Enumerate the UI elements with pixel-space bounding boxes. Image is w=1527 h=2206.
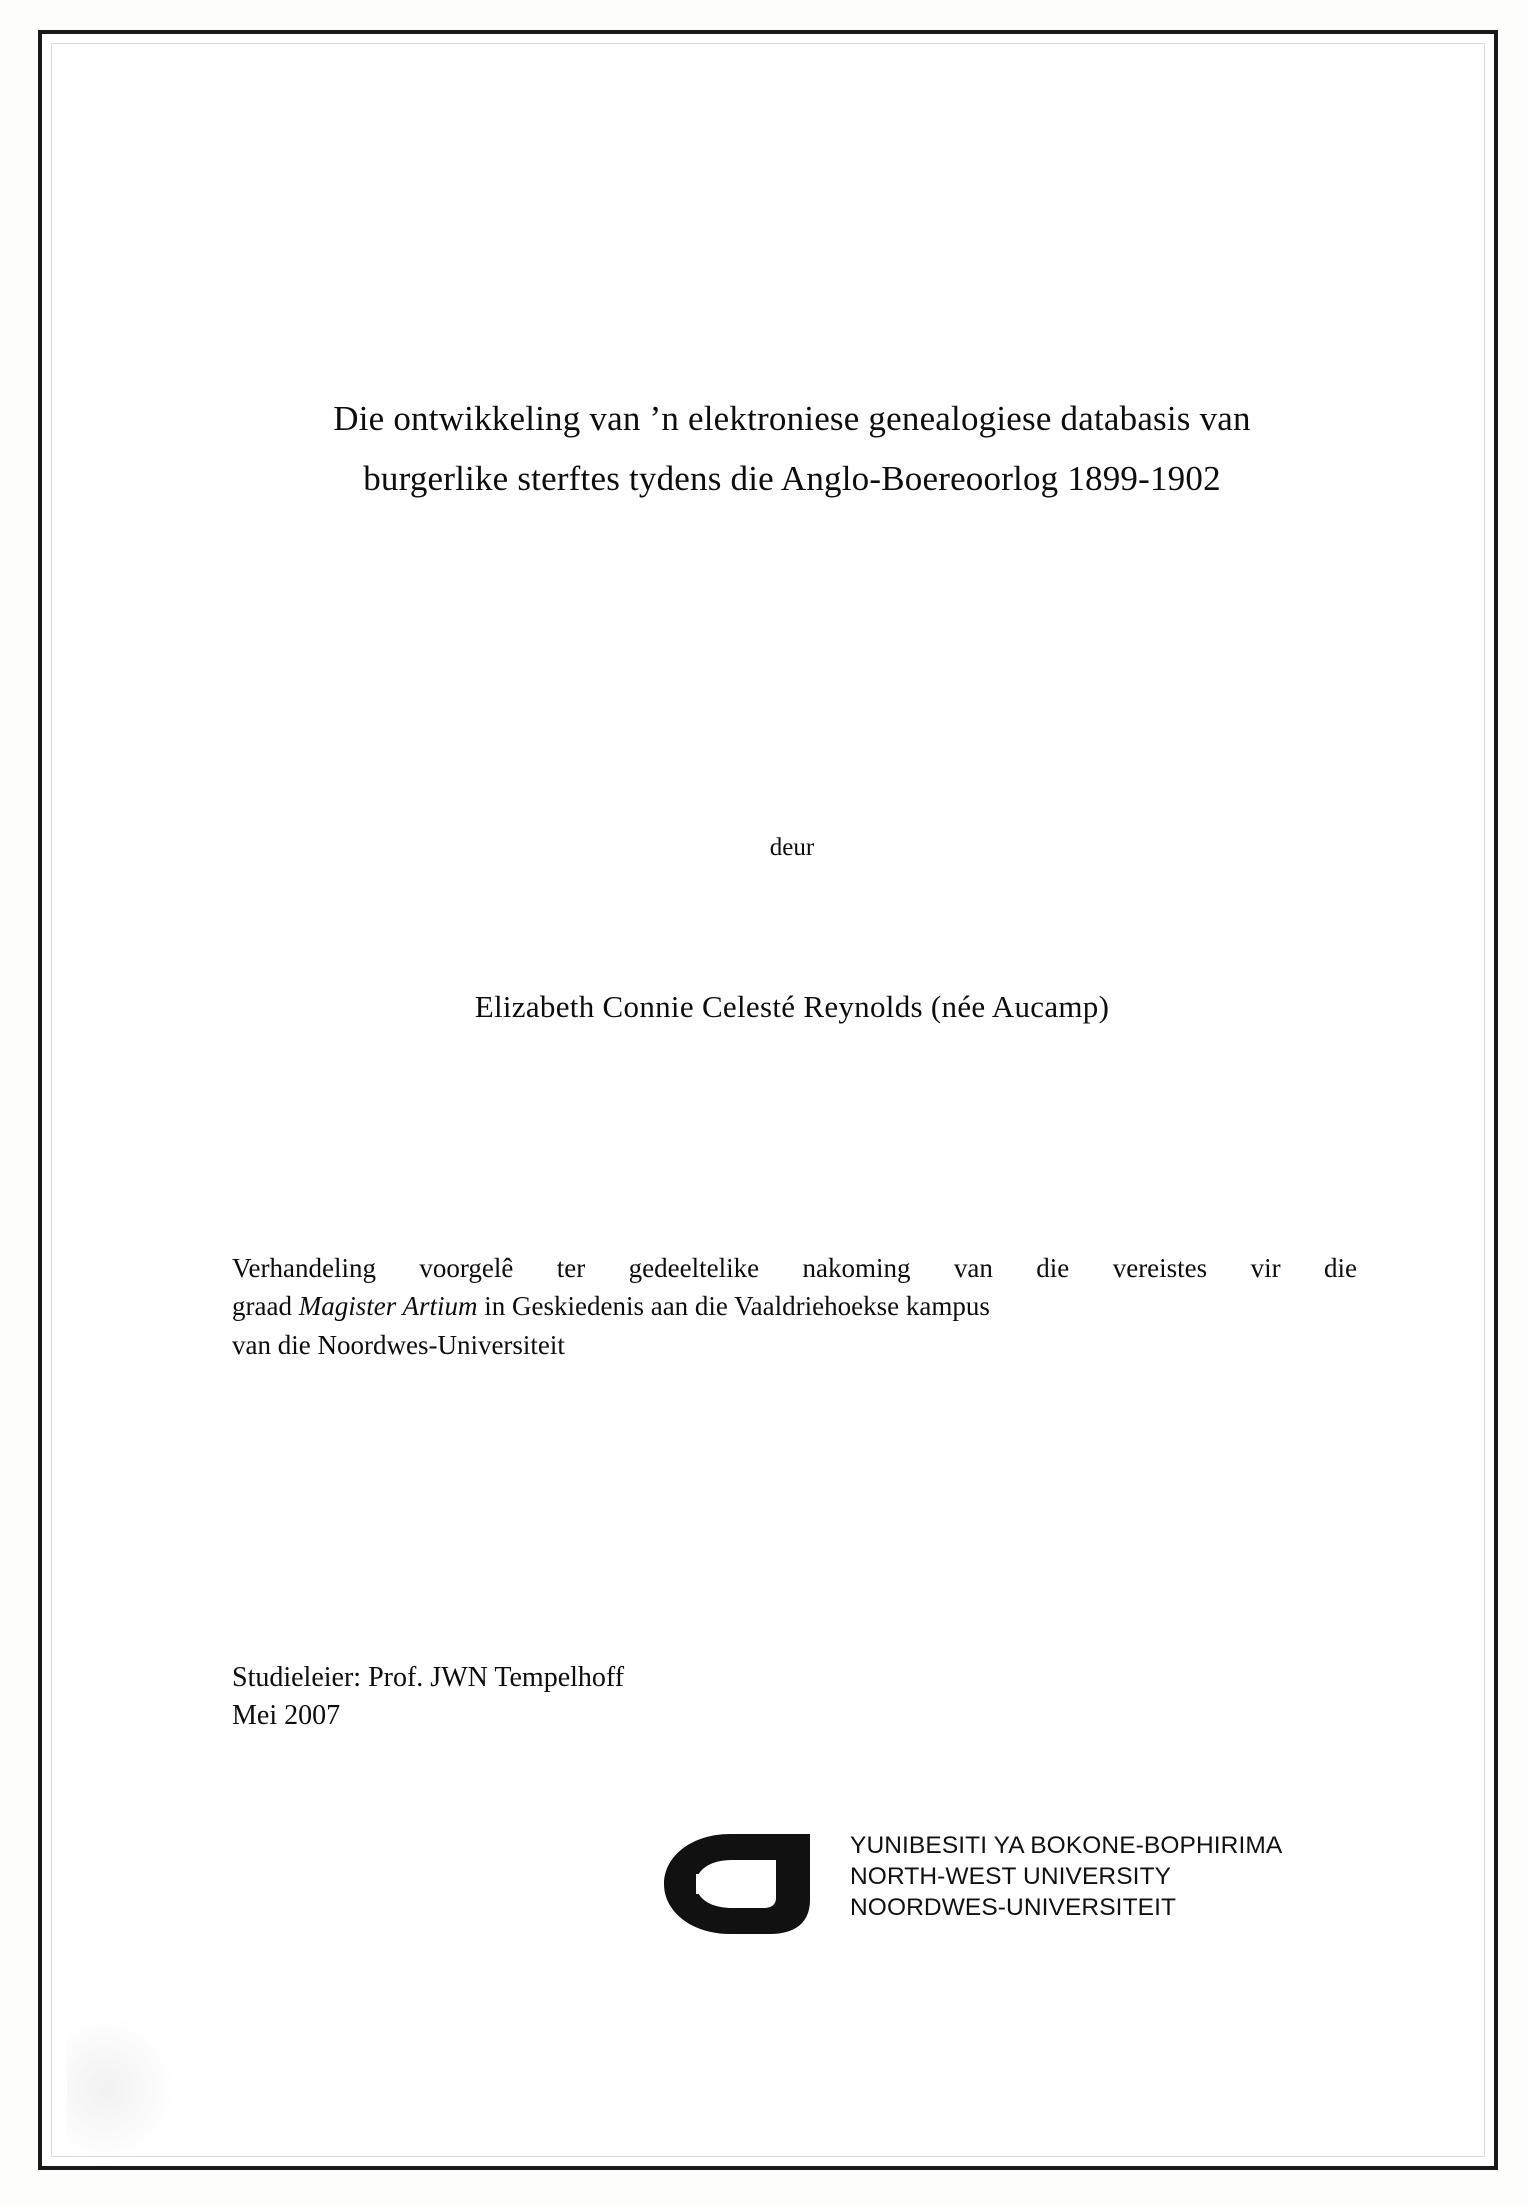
nwu-logo-icon <box>652 1828 842 1940</box>
title-line-1: Die ontwikkeling van ’n elektroniese genealogiese databasis van <box>333 399 1251 438</box>
by-label: deur <box>769 834 815 861</box>
university-logo-text <box>850 1830 1282 1923</box>
statement-line-3: van die Noordwes-Universiteit <box>232 1329 565 1360</box>
page-border-frame <box>38 30 1498 2170</box>
statement-line-1: Verhandeling voorgelê ter gedeeltelike nakoming van die vereistes vir die <box>232 1253 1357 1283</box>
logo-text-line-1: YUNIBESITI YA BOKONE-BOPHIRIMA <box>850 1832 1283 1859</box>
thesis-title <box>222 389 1362 509</box>
supervisor-line: Studieleier: Prof. JWN Tempelhoff <box>232 1662 625 1693</box>
statement-line-2 <box>232 1287 1357 1325</box>
title-line-2: burgerlike sterftes tydens die Anglo-Boereoorlog 1899-1902 <box>363 459 1221 499</box>
degree-statement <box>232 1249 1357 1364</box>
statement-line-2-post: in Geskiedenis aan die Vaaldriehoekse kampus <box>477 1291 990 1322</box>
title-page-content <box>192 34 1392 2166</box>
date-line: Mei 2007 <box>232 1699 341 1731</box>
university-logo-block <box>522 1824 1282 1954</box>
degree-name: Magister Artium <box>298 1291 478 1322</box>
logo-text-line-2: NORTH-WEST UNIVERSITY <box>850 1863 1172 1891</box>
scan-artifact <box>67 2014 177 2164</box>
statement-line-2-pre: graad <box>232 1291 299 1322</box>
author-name: Elizabeth Connie Celesté Reynolds (née Aucamp) <box>474 989 1110 1024</box>
logo-text-line-3: NOORDWES-UNIVERSITEIT <box>850 1894 1177 1922</box>
supervisor-and-date <box>232 1659 1132 1735</box>
